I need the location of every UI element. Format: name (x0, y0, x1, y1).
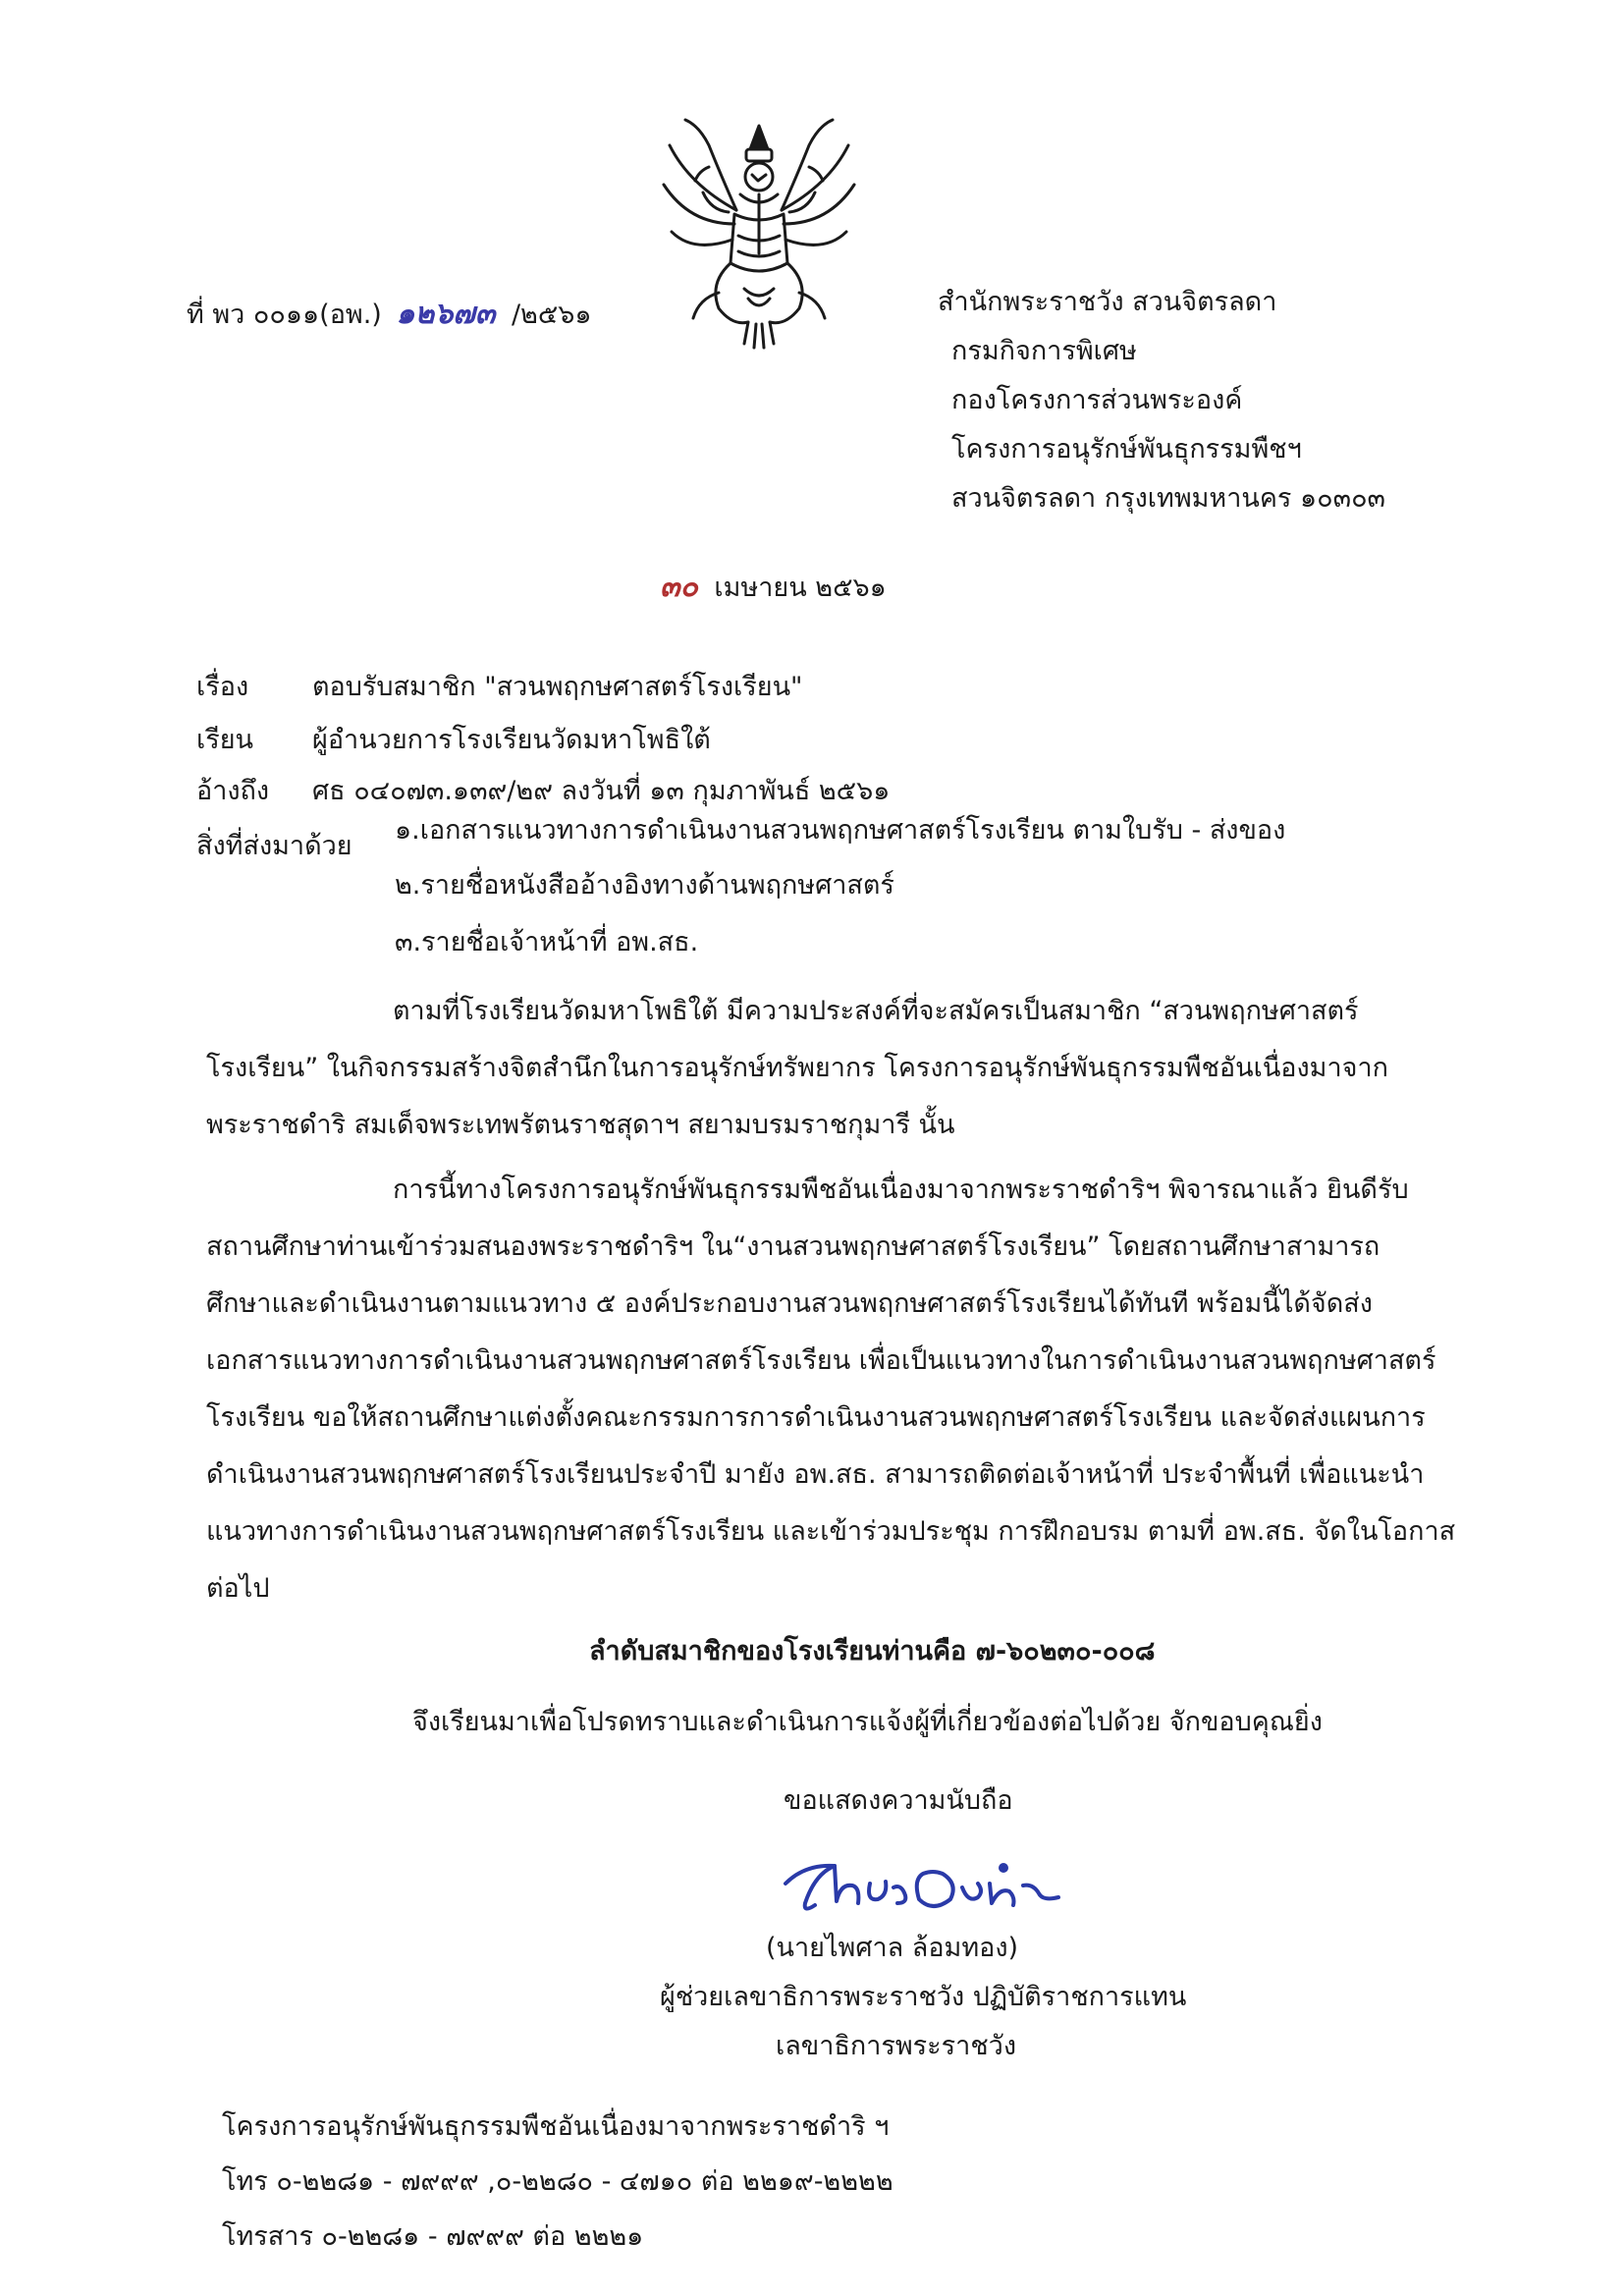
subject-text: ตอบรับสมาชิก "สวนพฤกษศาสตร์โรงเรียน" (312, 672, 803, 702)
signatory-name: (นายไพศาล ล้อมทอง) (766, 1933, 1019, 1963)
garuda-emblem-icon (650, 116, 868, 361)
sender-line-1: สำนักพระราชวัง สวนจิตรลดา (938, 287, 1277, 317)
doc-number (187, 297, 592, 332)
paragraph-2-line: แนวทางการดำเนินงานสวนพฤกษศาสตร์โรงเรียน และเข้าร่วมประชุม การฝึกอบรม ตามที่ อพ.สธ. จัดในโอกาส (206, 1516, 1456, 1547)
enclosure-item: ๑.เอกสารแนวทางการดำเนินงานสวนพฤกษศาสตร์โรงเรียน ตามใบรับ - ส่งของ (395, 815, 1286, 846)
doc-number-year: /๒๕๖๑ (511, 300, 592, 330)
closing-request: จึงเรียนมาเพื่อโปรดทราบและดำเนินการแจ้งผู้ที่เกี่ยวข้องต่อไปด้วย จักขอบคุณยิ่ง (412, 1707, 1323, 1737)
signatory-title: เลขาธิการพระราชวัง (776, 2031, 1017, 2061)
paragraph-1-line: พระราชดำริ สมเด็จพระเทพรัตนราชสุดาฯ สยามบรมราชกุมารี นั้น (206, 1110, 955, 1140)
letter-date (660, 570, 887, 605)
paragraph-2-line: สถานศึกษาท่านเข้าร่วมสนองพระราชดำริฯ ใน“งานสวนพฤกษศาสตร์โรงเรียน” โดยสถานศึกษาสามารถ (206, 1231, 1380, 1262)
complimentary-close: ขอแสดงความนับถือ (784, 1785, 1013, 1816)
paragraph-2-line: ต่อไป (206, 1573, 270, 1604)
date-day-handwritten: ๓๐ (660, 570, 698, 604)
paragraph-1-line: ตามที่โรงเรียนวัดมหาโพธิใต้ มีความประสงค์ที่จะสมัครเป็นสมาชิก “สวนพฤกษศาสตร์ (393, 996, 1359, 1026)
paragraph-1-line: โรงเรียน” ในกิจกรรมสร้างจิตสำนึกในการอนุรักษ์ทรัพยากร โครงการอนุรักษ์พันธุกรรมพืชอันเนื่องมาจาก (206, 1053, 1388, 1083)
paragraph-2-line: การนี้ทางโครงการอนุรักษ์พันธุกรรมพืชอันเนื่องมาจากพระราชดำริฯ พิจารณาแล้ว ยินดีรับ (393, 1175, 1409, 1205)
subject-label: เรื่อง (196, 672, 249, 702)
footer-phone: โทร ๐-๒๒๘๑ - ๗๙๙๙ ,๐-๒๒๘๐ - ๔๗๑๐ ต่อ ๒๒๑๙-๒๒๒๒ (222, 2166, 893, 2197)
doc-number-prefix: ที่ พว ๐๐๑๑(อพ.) (187, 300, 382, 330)
sender-line-2: กรมกิจการพิเศษ (951, 336, 1137, 366)
member-number: ลำดับสมาชิกของโรงเรียนท่านคือ ๗-๖๐๒๓๐-๐๐๘ (589, 1636, 1156, 1667)
paragraph-2-line: โรงเรียน ขอให้สถานศึกษาแต่งตั้งคณะกรรมการการดำเนินงานสวนพฤกษศาสตร์โรงเรียน และจัดส่งแผนการ (206, 1402, 1426, 1433)
paragraph-2-line: ศึกษาและดำเนินงานตามแนวทาง ๕ องค์ประกอบงานสวนพฤกษศาสตร์โรงเรียนได้ทันที พร้อมนี้ได้จัดส่ง (206, 1288, 1373, 1319)
reference-text: ศธ ๐๔๐๗๓.๑๓๙/๒๙ ลงวันที่ ๑๓ กุมภาพันธ์ ๒๕๖๑ (312, 776, 891, 806)
paragraph-2-line: เอกสารแนวทางการดำเนินงานสวนพฤกษศาสตร์โรงเรียน เพื่อเป็นแนวทางในการดำเนินงานสวนพฤกษศาสตร์ (206, 1345, 1436, 1376)
date-month-year: เมษายน ๒๕๖๑ (714, 573, 887, 603)
sender-line-4: โครงการอนุรักษ์พันธุกรรมพืชฯ (951, 434, 1302, 465)
to-label: เรียน (196, 725, 254, 755)
paragraph-2-line: ดำเนินงานสวนพฤกษศาสตร์โรงเรียนประจำปี มายัง อพ.สธ. สามารถติดต่อเจ้าหน้าที่ ประจำพื้นที่ เพื่อแนะนำ (206, 1459, 1425, 1490)
signatory-title: ผู้ช่วยเลขาธิการพระราชวัง ปฏิบัติราชการแทน (660, 1982, 1187, 2012)
doc-number-handwritten: ๑๒๖๗๓ (396, 297, 496, 331)
footer-fax: โทรสาร ๐-๒๒๘๑ - ๗๙๙๙ ต่อ ๒๒๒๑ (222, 2221, 644, 2252)
enclosures-label: สิ่งที่ส่งมาด้วย (196, 831, 352, 861)
sender-line-5: สวนจิตรลดา กรุงเทพมหานคร ๑๐๓๐๓ (951, 483, 1386, 514)
reference-label: อ้างถึง (196, 776, 270, 806)
to-text: ผู้อำนวยการโรงเรียนวัดมหาโพธิใต้ (312, 725, 711, 755)
sender-line-3: กองโครงการส่วนพระองค์ (951, 385, 1243, 415)
enclosure-item: ๓.รายชื่อเจ้าหน้าที่ อพ.สธ. (395, 927, 699, 957)
signature-icon (776, 1844, 1080, 1923)
footer-office: โครงการอนุรักษ์พันธุกรรมพืชอันเนื่องมาจากพระราชดำริ ฯ (222, 2111, 890, 2142)
enclosure-item: ๒.รายชื่อหนังสืออ้างอิงทางด้านพฤกษศาสตร์ (395, 870, 894, 901)
